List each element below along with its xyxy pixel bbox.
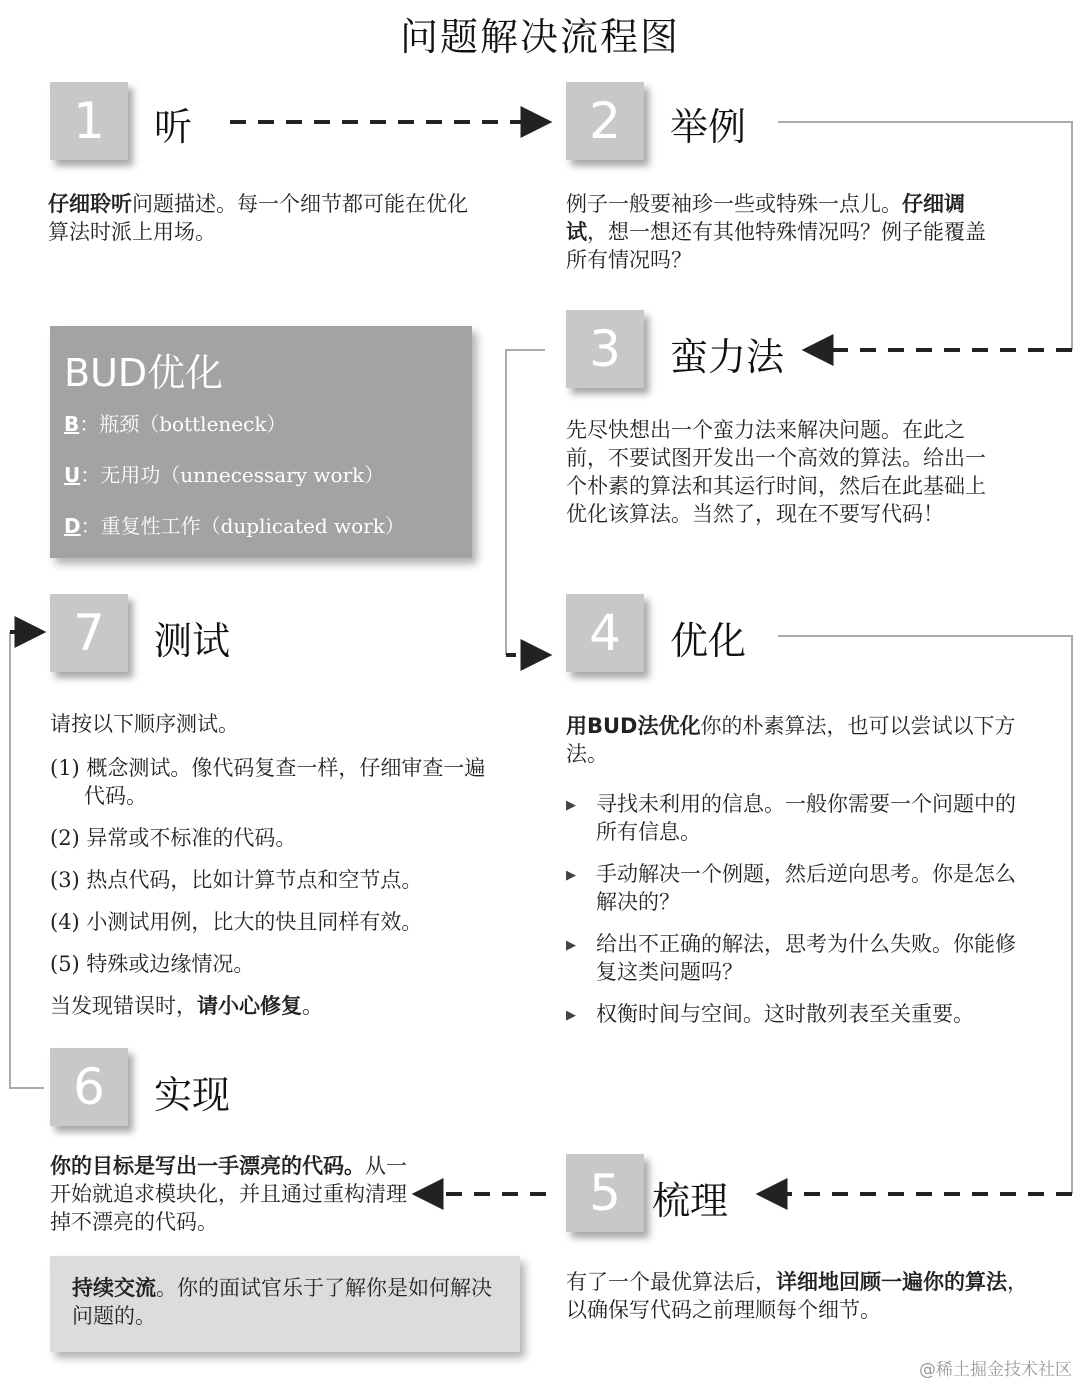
step-6-title: 实现: [154, 1073, 231, 1117]
bud-item-u: [64, 459, 384, 488]
step-7-outro-a: 当发现错误时，: [50, 994, 197, 1018]
bud-item-d: [64, 510, 405, 539]
bud-letter: U: [64, 463, 81, 487]
bud-item-text: ：瓶颈（bottleneck）: [79, 412, 287, 436]
step-5-title: 梳理: [652, 1179, 729, 1223]
step-1-desc-rest: 问题描述。每一个细节都可能在优化算法时派上用场。: [48, 192, 468, 244]
test-item: (4) 小测试用例，比大的快且同样有效。: [50, 910, 423, 934]
communication-note-text: [72, 1274, 502, 1330]
step-3-description: 先尽快想出一个蛮力法来解决问题。在此之前，不要试图开发出一个高效的算法。给出一个朴素的算法和其运行时间，然后在此基础上优化该算法。当然了，现在不要写代码！: [566, 418, 986, 526]
step-5-description: [566, 1268, 1036, 1324]
triangle-bullet-icon: ▶: [566, 1008, 576, 1023]
note-bold: 持续交流: [72, 1276, 156, 1300]
step-7-intro: 请按以下顺序测试。: [50, 712, 239, 736]
step-1-desc-bold: 仔细聆听: [48, 192, 132, 216]
optimization-tip: [566, 1000, 1036, 1028]
optimization-tip: [566, 860, 1036, 916]
step-5-desc-bold: 详细地回顾一遍你的算法: [776, 1270, 1007, 1294]
step-7-number: 7: [50, 594, 128, 672]
step-7-outro: [50, 992, 490, 1020]
triangle-bullet-icon: ▶: [566, 868, 576, 883]
diagram-title: 问题解决流程图: [399, 15, 680, 59]
step-4-intro: [566, 712, 1036, 768]
test-item: (1) 概念测试。像代码复查一样，仔细审查一遍代码。: [50, 756, 486, 808]
step-1-title: 听: [154, 105, 193, 149]
step-2-description: [566, 190, 996, 274]
step-3-number: 3: [566, 310, 644, 388]
communication-note: [50, 1256, 520, 1352]
optimization-tip-text: 寻找未利用的信息。一般你需要一个问题中的所有信息。: [596, 792, 1016, 844]
step-2-title: 举例: [670, 105, 747, 149]
bud-optimization-box: [50, 326, 472, 558]
step-6-number: 6: [50, 1048, 128, 1126]
step-7-outro-bold: 请小心修复: [197, 994, 302, 1018]
step-1-description: [48, 190, 478, 246]
optimization-tip: [566, 790, 1036, 846]
optimization-tip-text: 手动解决一个例题，然后逆向思考。你是怎么解决的？: [596, 862, 1016, 914]
step-6-desc-bold: 你的目标是写出一手漂亮的代码。: [50, 1154, 365, 1178]
step-4-number: 4: [566, 594, 644, 672]
step-2-desc-a: 例子一般要袖珍一些或特殊一点儿。: [566, 192, 902, 216]
optimization-tip: [566, 930, 1036, 986]
step-2-desc-b: ，想一想还有其他特殊情况吗？例子能覆盖所有情况吗？: [566, 220, 986, 272]
bud-title: BUD优化: [64, 351, 224, 395]
watermark: @稀土掘金技术社区: [919, 1360, 1072, 1380]
step-7-outro-b: 。: [302, 994, 323, 1018]
bud-letter: D: [64, 514, 81, 538]
bud-item-b: [64, 408, 286, 437]
bud-letter: B: [64, 412, 80, 436]
step-4-description: [566, 712, 1036, 1028]
step-4-intro-bold: 用BUD法优化: [566, 714, 701, 738]
step-1-number: 1: [50, 82, 128, 160]
test-item: (3) 热点代码，比如计算节点和空节点。: [50, 868, 423, 892]
bud-item-text: ：重复性工作（duplicated work）: [80, 514, 405, 538]
step-5-desc-a: 有了一个最优算法后，: [566, 1270, 776, 1294]
bud-item-text: ：无用功（unnecessary work）: [80, 463, 385, 487]
test-item: (5) 特殊或边缘情况。: [50, 952, 255, 976]
step-4-intro-rest: 你的朴素算法，也可以尝试以下方法。: [566, 714, 1016, 766]
note-rest: 。你的面试官乐于了解你是如何解决问题的。: [72, 1276, 492, 1328]
test-item: (2) 异常或不标准的代码。: [50, 826, 297, 850]
triangle-bullet-icon: ▶: [566, 938, 576, 953]
step-6-desc-rest: 从一开始就追求模块化，并且通过重构清理掉不漂亮的代码。: [50, 1154, 407, 1234]
arrow-3-to-4: [506, 350, 545, 655]
step-5-desc-b: ，以确保写代码之前理顺每个细节。: [566, 1270, 1028, 1322]
optimization-tip-text: 给出不正确的解法，思考为什么失败。你能修复这类问题吗？: [596, 932, 1016, 984]
step-6-description: [50, 1152, 410, 1236]
optimization-tip-text: 权衡时间与空间。这时散列表至关重要。: [596, 1002, 974, 1026]
step-5-number: 5: [566, 1154, 644, 1232]
triangle-bullet-icon: ▶: [566, 798, 576, 813]
step-7-title: 测试: [154, 619, 231, 663]
step-7-test-list: [50, 710, 490, 1020]
step-2-number: 2: [566, 82, 644, 160]
arrow-6-to-7: [10, 632, 44, 1088]
step-3-title: 蛮力法: [670, 335, 785, 379]
step-2-desc-bold: 仔细调试: [566, 192, 965, 244]
step-4-title: 优化: [670, 619, 747, 663]
